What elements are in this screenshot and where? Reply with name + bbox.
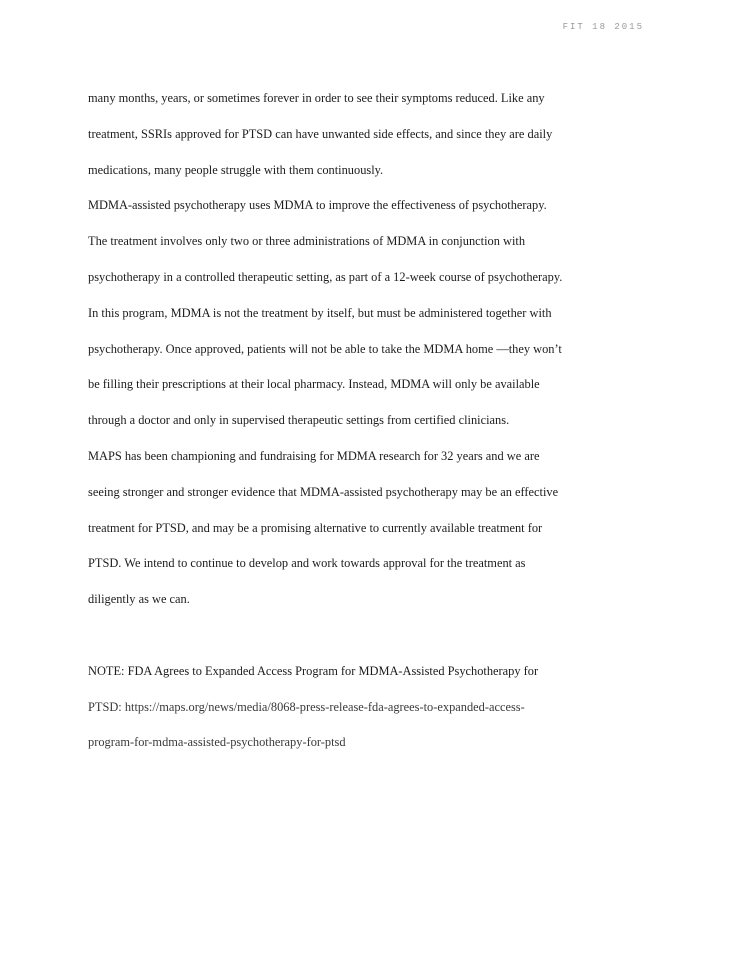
note-url-line[interactable]: program-for-mdma-assisted-psychotherapy-for-ptsd: [88, 735, 346, 750]
body-line: PTSD. We intend to continue to develop and work towards approval for the treatment as: [88, 556, 526, 571]
body-line: diligently as we can.: [88, 592, 190, 607]
body-line: treatment, SSRIs approved for PTSD can have unwanted side effects, and since they are daily: [88, 126, 553, 141]
note-url-line[interactable]: PTSD: https://maps.org/news/media/8068-press-release-fda-agrees-to-expanded-access-: [88, 699, 525, 714]
body-line: psychotherapy. Once approved, patients will not be able to take the MDMA home —they won’t: [88, 341, 562, 356]
body-line: treatment for PTSD, and may be a promising alternative to currently available treatment for: [88, 520, 543, 535]
body-line: medications, many people struggle with them continuously.: [88, 162, 384, 177]
body-line: through a doctor and only in supervised therapeutic settings from certified clinicians.: [88, 413, 510, 428]
date-stamp: FIT 18 2015: [562, 22, 644, 32]
body-line: psychotherapy in a controlled therapeutic setting, as part of a 12-week course of psychotherapy.: [88, 269, 563, 284]
body-line: In this program, MDMA is not the treatment by itself, but must be administered together with: [88, 305, 552, 320]
body-line: seeing stronger and stronger evidence that MDMA-assisted psychotherapy may be an effective: [88, 484, 559, 499]
body-line: The treatment involves only two or three administrations of MDMA in conjunction with: [88, 234, 526, 249]
note-line: NOTE: FDA Agrees to Expanded Access Program for MDMA-Assisted Psychotherapy for: [88, 663, 539, 678]
body-line: many months, years, or sometimes forever in order to see their symptoms reduced. Like any: [88, 91, 545, 105]
document-body: [88, 88, 648, 768]
paragraph-spacer: [88, 625, 648, 661]
body-line: MAPS has been championing and fundraising for MDMA research for 32 years and we are: [88, 448, 540, 463]
body-line: MDMA-assisted psychotherapy uses MDMA to improve the effectiveness of psychotherapy.: [88, 198, 547, 213]
body-line: be filling their prescriptions at their local pharmacy. Instead, MDMA will only be available: [88, 377, 540, 392]
